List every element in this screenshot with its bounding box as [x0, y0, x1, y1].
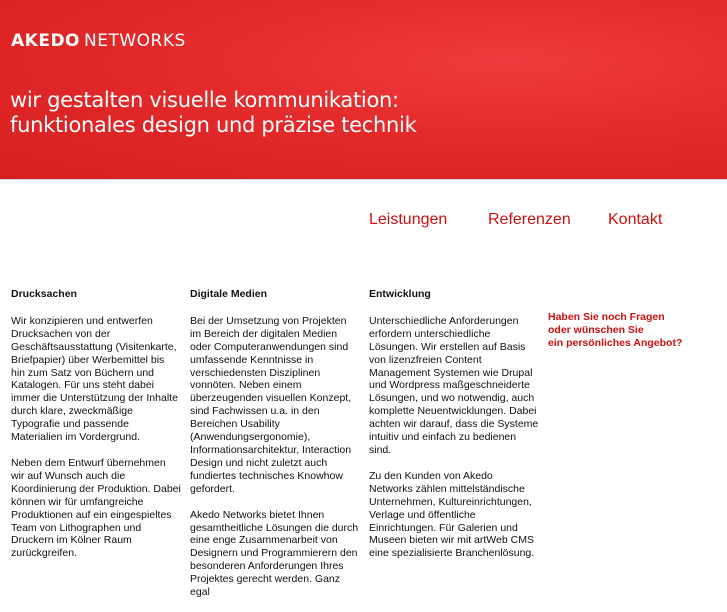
tagline-line1: wir gestalten visuelle kommunikation: — [10, 88, 399, 112]
column-paragraph: Unterschiedliche Anforderungen erfordern unterschiedliche Lösungen. Wir erstellen auf Basis von lizenzfreien Content Management Systemen wie Drupal und Wordpress maßgeschneiderte Lösungen, und wo notwendig, auch komplette Neuentwicklungen. Dabei achten wir darauf, dass die Systeme intuitiv und einfach zu bedienen sind. — [369, 314, 539, 456]
brand-name-part2: NETWORKS — [84, 31, 186, 51]
nav-link-leistungen[interactable]: Leistungen — [369, 211, 448, 228]
tagline — [10, 88, 416, 138]
brand-name-part1: AKEDO — [11, 31, 81, 51]
cta-line2: oder wünschen Sie — [548, 323, 644, 336]
cta-line1: Haben Sie noch Fragen — [548, 311, 665, 323]
column-paragraph: Bei der Umsetzung von Projekten im Bereich der digitalen Medien oder Computeranwendungen sind umfassende Kenntnisse in verschiedensten Disziplinen vonnöten. Neben einem überzeugenden visuellen Konzept, sind Fachwissen u.a. in den Bereichen Usability (Anwendungsergonomie), Informationsarchitektur, Interaction Design und nicht zuletzt auch fundiertes technisches Knowhow gefordert. — [190, 314, 352, 495]
column-paragraph: Zu den Kunden von Akedo Networks zählen mittelständische Unternehmen, Kultureinrichtungen, Verlage und öffentliche Einrichtungen. Für Galerien und Museen bieten wir mit artWeb CMS eine spezialisierte Branchenlösung. — [369, 469, 535, 560]
column-title: Entwicklung — [369, 288, 431, 300]
contact-cta-link[interactable] — [548, 311, 718, 350]
tagline-line2: funktionales design und präzise technik — [10, 113, 417, 137]
column-title: Digitale Medien — [190, 288, 268, 300]
brand-logo[interactable] — [11, 31, 186, 51]
column-digitale-medien — [190, 288, 360, 612]
column-title: Drucksachen — [11, 288, 77, 300]
header-divider — [0, 179, 727, 180]
column-paragraph: Wir konzipieren und entwerfen Drucksachen von der Geschäftsausstattung (Visitenkarte, Briefpapier) über Werbemittel bis hin zum Satz von Büchern und Katalogen. Für uns steht dabei immer die Unterstützung der Inhalte durch klare, zweckmäßige Typografie und passende Materialien im Vordergrund. — [11, 314, 178, 444]
nav-link-kontakt[interactable]: Kontakt — [608, 211, 663, 228]
nav-link-referenzen[interactable]: Referenzen — [488, 211, 571, 228]
column-entwicklung — [369, 288, 539, 573]
cta-line3: ein persönliches Angebot? — [548, 336, 683, 349]
column-paragraph: Neben dem Entwurf übernehmen wir auf Wunsch auch die Koordinierung der Produktion. Dabei können wir für umfangreiche Produktionen auf ein eingespieltes Team von Lithographen und Druckern im Kölner Raum zurückgreifen. — [11, 456, 181, 560]
column-paragraph: Akedo Networks bietet Ihnen gesamtheitliche Lösungen die durch eine enge Zusammenarbeit von Designern und Programmierern den besonderen Anforderungen Ihres Projektes gerecht werden. Ganz egal — [190, 508, 359, 599]
column-drucksachen — [11, 288, 181, 573]
header-banner — [0, 0, 727, 179]
